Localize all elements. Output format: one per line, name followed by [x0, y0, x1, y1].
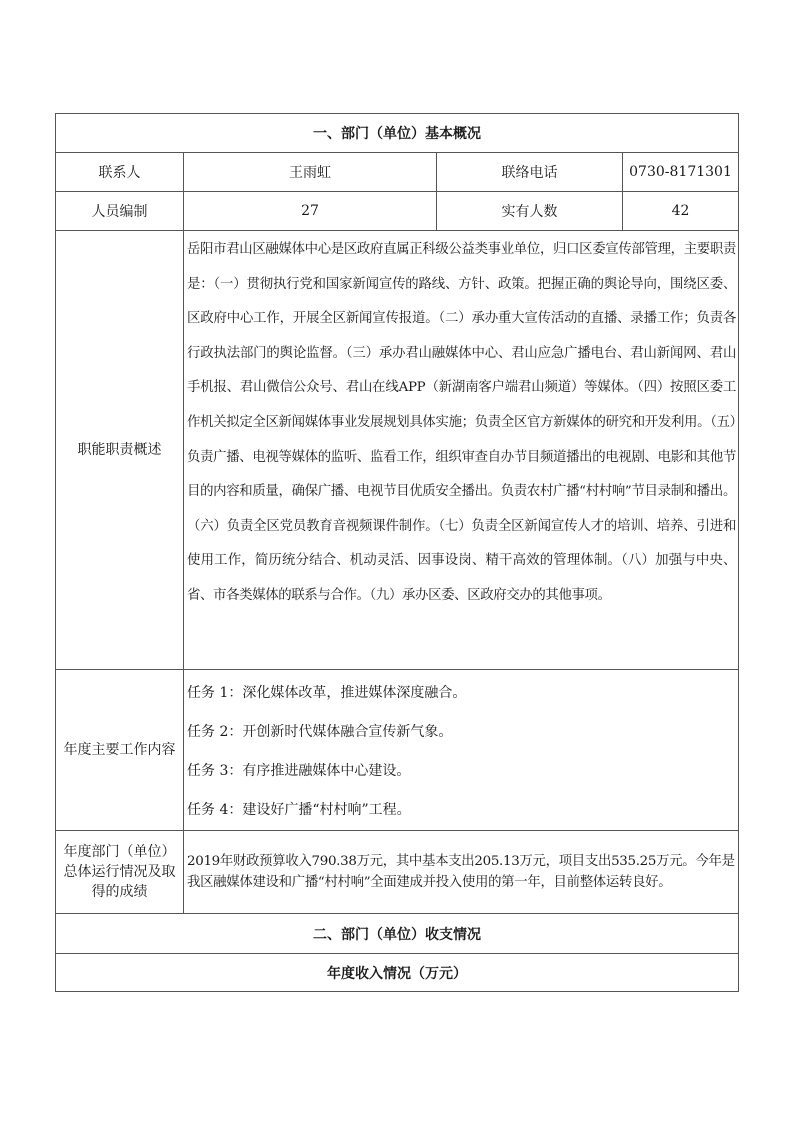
duties-text: 岳阳市君山区融媒体中心是区政府直属正科级公益类事业单位，归口区委宣传部管理，主要职责是：（一）贯彻执行党和国家新闻宣传的路线、方针、政策。把握正确的舆论导向，围绕区委、区政府中心工作，开展全区新闻宣传报道。（二）承办重大宣传活动的直播、录播工作；负责各行政执法部门的舆论监督。（三）承办君山融媒体中心、君山应急广播电台、君山新闻网、君山手机报、君山微信公众号、君山在线APP（新湖南客户端君山频道）等媒体。（四）按照区委工作机关拟定全区新闻媒体事业发展规划具体实施；负责全区官方新媒体的研究和开发利用。（五）负责广播、电视等媒体的监听、监看工作，组织审查自办节目频道播出的电视剧、电影和其他节目的内容和质量，确保广播、电视节目优质安全播出。负责农村广播“村村响”节目录制和播出。（六）负责全区党员教育音视频课件制作。（七）负责全区新闻宣传人才的培训、培养、引进和使用工作，简历统分结合、机动灵活、因事设岗、精干高效的管理体制。（八）加强与中央、省、市各类媒体的联系与合作。（九）承办区委、区政府交办的其他事项。 — [187, 242, 736, 603]
task-list — [184, 670, 738, 830]
task-item: 任务 2：开创新时代媒体融合宣传新气象。 — [187, 724, 453, 740]
actual-staff-value: 42 — [623, 192, 739, 231]
contact-label: 联系人 — [56, 153, 184, 192]
staff-quota-label: 人员编制 — [56, 192, 184, 231]
duties-label: 职能职责概述 — [56, 231, 184, 670]
contact-value: 王雨虹 — [184, 153, 437, 192]
overall-cell — [184, 831, 739, 914]
section1-title: 一、部门（单位）基本概况 — [56, 114, 739, 153]
overall-label: 年度部门（单位）总体运行情况及取得的成绩 — [56, 831, 184, 914]
task-item: 任务 3：有序推进融媒体中心建设。 — [187, 763, 411, 779]
overall-text: 2019年财政预算收入790.38万元，其中基本支出205.13万元，项目支出535.25万元。今年是我区融媒体建设和广播“村村响”全面建成并投入使用的第一年，目前整体运转良好。 — [187, 854, 735, 890]
section2-title: 二、部门（单位）收支情况 — [56, 914, 739, 954]
budget-info-table — [55, 113, 739, 992]
actual-staff-label: 实有人数 — [437, 192, 623, 231]
task-item: 任务 4：建设好广播“村村响”工程。 — [187, 802, 411, 818]
tasks-cell — [184, 670, 739, 831]
income-title: 年度收入情况（万元） — [56, 954, 739, 992]
duties-cell — [184, 231, 739, 670]
annual-work-label: 年度主要工作内容 — [56, 670, 184, 831]
phone-label: 联络电话 — [437, 153, 623, 192]
staff-quota-value: 27 — [184, 192, 437, 231]
phone-value: 0730-8171301 — [623, 153, 739, 192]
task-item: 任务 1：深化媒体改革，推进媒体深度融合。 — [187, 685, 467, 701]
